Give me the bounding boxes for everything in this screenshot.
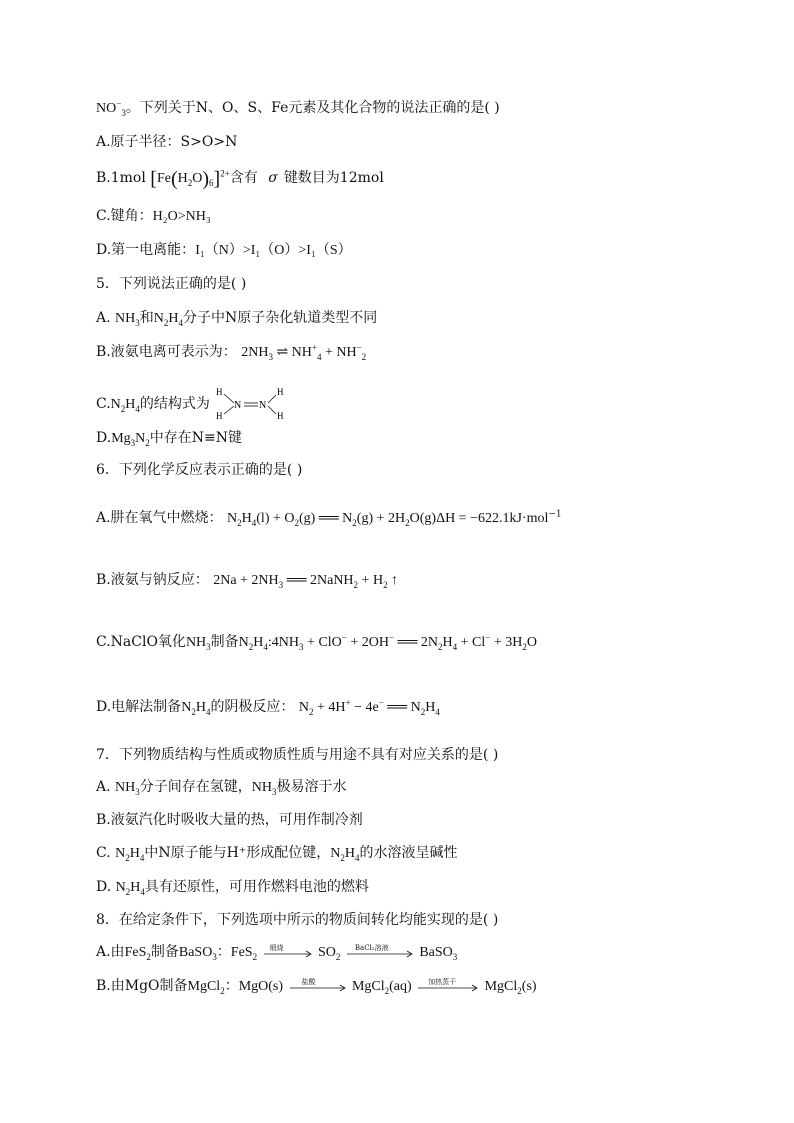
q7-option-b: B.液氨汽化时吸收大量的热，可用作制冷剂 [96, 812, 363, 828]
q8-option-a: A.由FeS$_2$制备BaSO$_3$：FeS$_2$ 煅烧 $SO_2$ BaCl₂溶液 BaSO$_3$ [96, 944, 458, 962]
q5-option-d: $D.Mg_3N_2$中存在N≡N键 [96, 430, 242, 448]
q6-option-b: B.液氨与钠反应： $2Na + 2NH_3$ ══ 2NaNH$_2$ + $H_2$ ↑ [96, 572, 399, 590]
q4-option-b: B.1mol $[Fe(H_2O)_6]^{2+}$含有 σ 键数目为12mol [96, 168, 384, 190]
svg-text:H: H [216, 411, 223, 421]
reaction-arrow: 煅烧 [262, 944, 314, 960]
nitrate-formula: $NO^-_3$ [96, 98, 126, 118]
svg-text:H: H [216, 387, 223, 397]
svg-text:H: H [277, 411, 284, 421]
q4-option-a: A.原子半径：S>O>N [96, 134, 238, 150]
q6-option-c: C.NaClO氧化$NH_3$制备$N_2H_4:4NH_3 + ClO^- + 2OH^-$ ══ $2N_2H_4 + Cl^- + 3H_2O$ [96, 632, 537, 652]
q7-option-c: C. $N_2H_4$中N原子能与H⁺形成配位键，$N_2H_4$的水溶液呈碱性 [96, 845, 458, 863]
q6-option-a: A.肼在氧气中燃烧： $N_2H_4(l) + O_2(g)$ ══ $N_2(g) + 2H_2O(g)\Delta H = -622.1kJ\cdot mol^{-1}$ [96, 509, 562, 528]
svg-text:N: N [259, 400, 267, 411]
q8-stem: 8．在给定条件下，下列选项中所示的物质间转化均能实现的是( ) [96, 912, 499, 928]
reaction-arrow: 加热蒸干 [416, 978, 480, 994]
q7-option-d: D. $N_2H_4$具有还原性，可用作燃料电池的燃料 [96, 879, 369, 897]
q7-option-a: A. $NH_3$分子间存在氢键，$NH_3$极易溶于水 [96, 779, 347, 797]
q5-option-a: A. $NH_3$和$N_2H_4$分子中N原子杂化轨道类型不同 [96, 310, 378, 328]
hydrazine-structure-diagram [214, 386, 294, 422]
q5-option-c: $C.N_2H_4$的结构式为 H H N N H H [96, 386, 294, 422]
reaction-arrow: 盐酸 [288, 978, 348, 994]
q6-stem: 6．下列化学反应表示正确的是( ) [96, 462, 303, 478]
q4-intro: $NO^-_3$。下列关于N、O、S、Fe元素及其化合物的说法正确的是( ) [96, 98, 500, 118]
q7-stem: 7．下列物质结构与性质或物质性质与用途不具有对应关系的是( ) [96, 747, 499, 763]
q5-option-b: B.液氨电离可表示为： $2NH_3$ ⇌ $NH^+_4 + NH^-_2$ [96, 342, 367, 362]
svg-text:H: H [277, 387, 284, 397]
reaction-arrow: BaCl₂溶液 [345, 944, 415, 960]
q6-option-d: D.电解法制备$N_2H_4$的阴极反应： $N_2 + 4H^+ - 4e^-$ ══ $N_2H_4$ [96, 697, 440, 717]
q5-stem: 5．下列说法正确的是( ) [96, 276, 247, 292]
q4-option-d: D.第一电离能：I₁（N）>I₁（O）>I₁（S） [96, 242, 352, 258]
svg-text:N: N [234, 400, 242, 411]
q4-option-c: C.键角：H₂O>NH₃ [96, 208, 211, 224]
q8-option-b: B.由MgO制备MgCl$_2$：MgO(s) 盐酸 MgCl$_2$(aq) 加热蒸干 MgCl$_2$(s) [96, 978, 537, 996]
